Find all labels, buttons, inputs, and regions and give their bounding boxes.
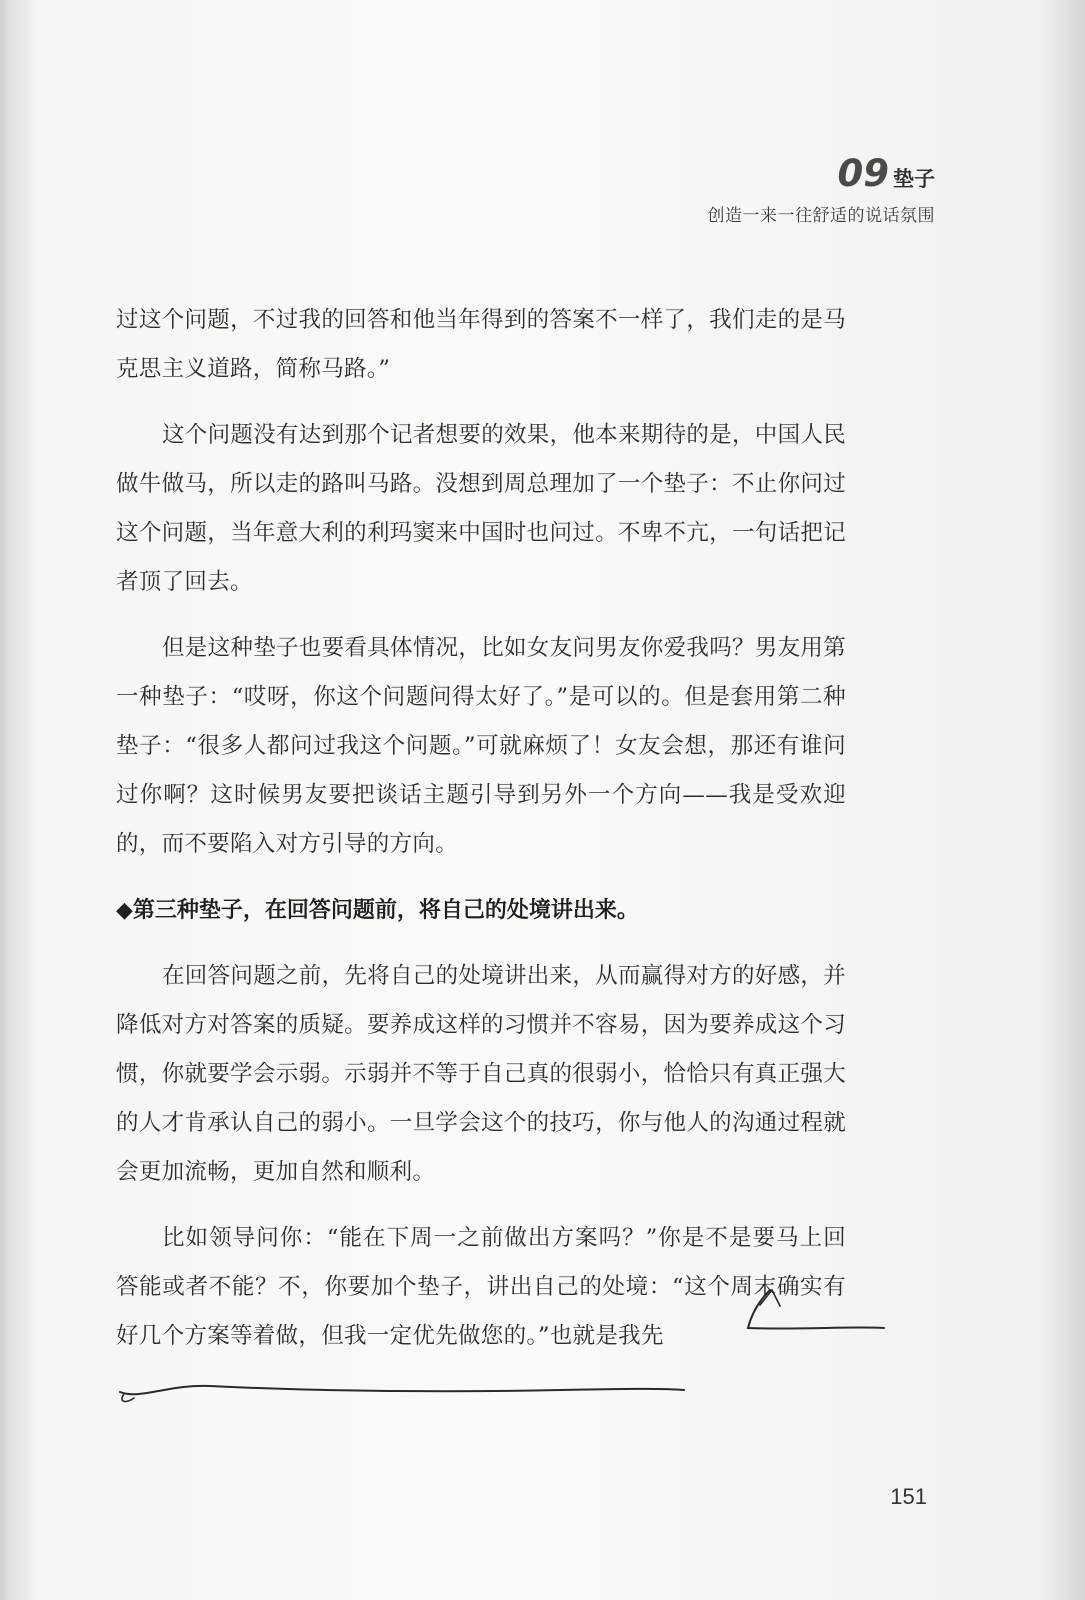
body-text	[116, 296, 846, 1378]
paragraph: 在回答问题之前，先将自己的处境讲出来，从而赢得对方的好感，并降低对方对答案的质疑。要养成这样的习惯并不容易，因为要养成这个习惯，你就要学会示弱。示弱并不等于自己真的很弱小，恰恰只有真正强大的人才肯承认自己的弱小。一旦学会这个的技巧，你与他人的沟通过程就会更加流畅，更加自然和顺利。	[116, 963, 847, 1185]
chapter-number: 09	[837, 152, 889, 195]
page-number: 151	[890, 1484, 927, 1509]
paragraph: 但是这种垫子也要看具体情况，比如女友问男友你爱我吗？男友用第一种垫子：“哎呀，你这个问题问得太好了。”是可以的。但是套用第二种垫子：“很多人都问过我这个问题。”可就麻烦了！女友会想，那还有谁问过你啊？这时候男友要把谈话主题引导到另外一个方向——我是受欢迎的，而不要陷入对方引导的方向。	[116, 635, 847, 857]
paragraph-continuation: 过这个问题，不过我的回答和他当年得到的答案不一样了，我们走的是马克思主义道路，简称马路。”	[116, 307, 846, 382]
paragraph: 比如领导问你：“能在下周一之前做出方案吗？”你是不是要马上回答能或者不能？不，你要加个垫子，讲出自己的处境：“这个周末确实有好几个方案等着做，但我一定优先做您的。”也就是我先	[116, 1225, 846, 1349]
paragraph: 这个问题没有达到那个记者想要的效果，他本来期待的是，中国人民做牛做马，所以走的路叫马路。没想到周总理加了一个垫子：不止你问过这个问题，当年意大利的利玛窦来中国时也问过。不卑不亢，一句话把记者顶了回去。	[116, 422, 847, 595]
running-header	[708, 152, 936, 226]
chapter-subtitle: 创造一来一往舒适的说话氛围	[707, 206, 935, 226]
chapter-title: 垫子	[893, 167, 935, 191]
section-heading: ◆第三种垫子，在回答问题前，将自己的处境讲出来。	[116, 898, 639, 923]
chapter-line	[708, 152, 936, 195]
